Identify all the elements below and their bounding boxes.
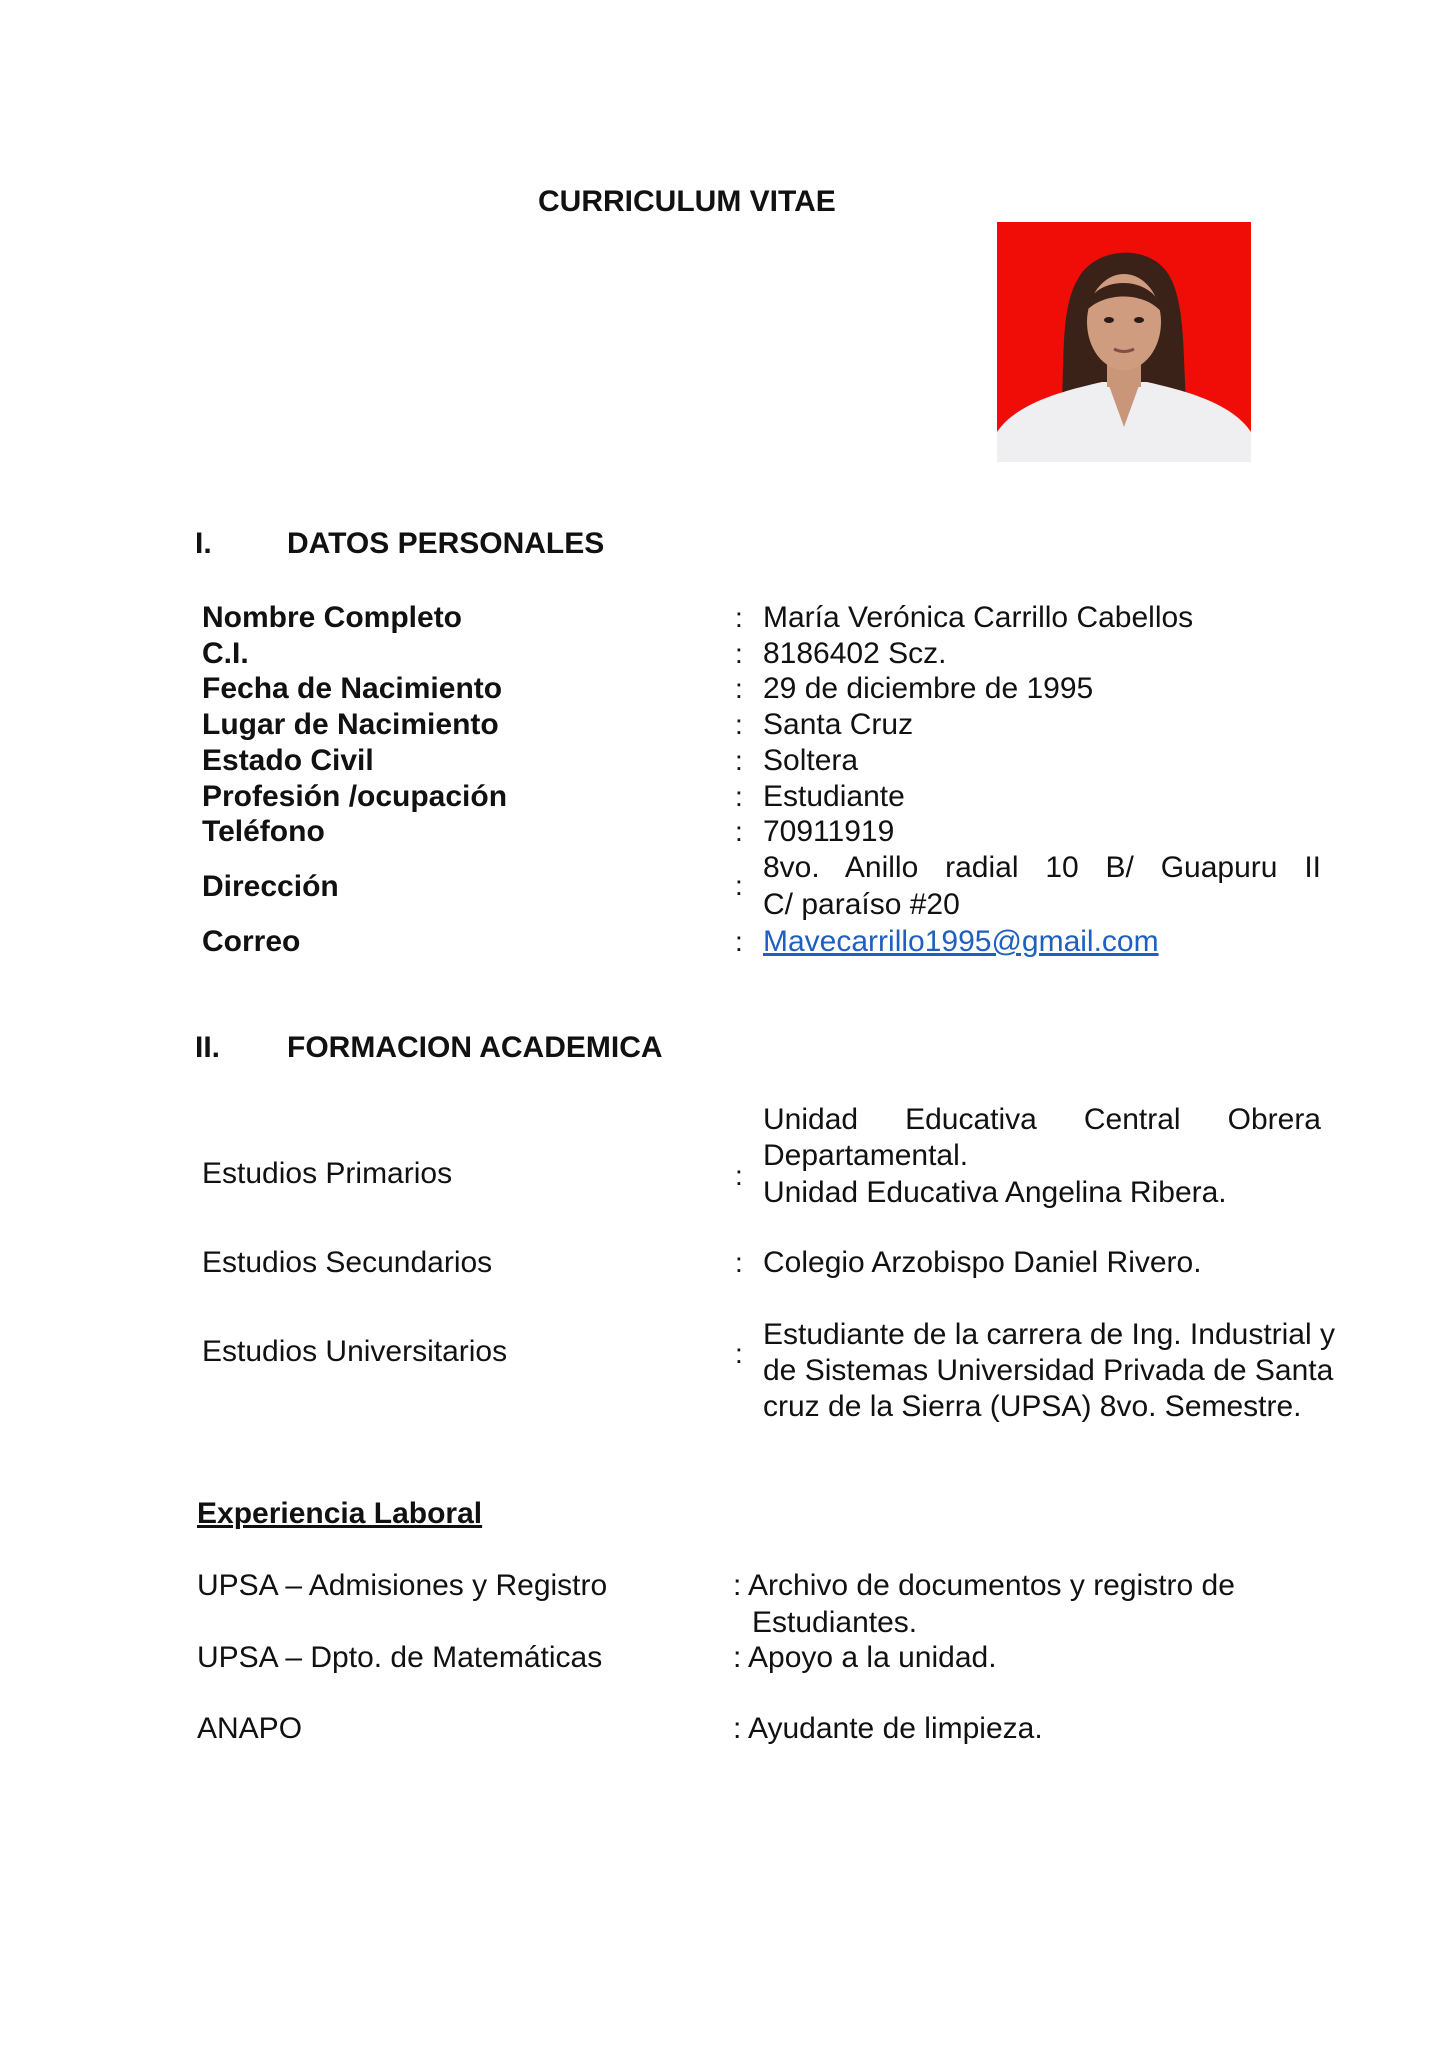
colon: : — [735, 1160, 743, 1191]
label-ci: C.I. — [202, 637, 249, 670]
section-title-personal: DATOS PERSONALES — [287, 527, 605, 560]
value-address-line-2: C/ paraíso #20 — [763, 888, 960, 921]
colon: : — [735, 870, 743, 901]
label-profession: Profesión /ocupación — [202, 780, 508, 813]
document-title: CURRICULUM VITAE — [538, 185, 836, 218]
value-full-name: María Verónica Carrillo Cabellos — [763, 601, 1194, 634]
value-primary-line-1: Unidad Educativa Central Obrera — [763, 1103, 1321, 1136]
label-university-studies: Estudios Universitarios — [202, 1335, 508, 1368]
value-university-line-3: cruz de la Sierra (UPSA) 8vo. Semestre. — [763, 1390, 1302, 1423]
profile-photo — [997, 222, 1251, 462]
label-email: Correo — [202, 925, 301, 958]
value-university-line-2: de Sistemas Universidad Privada de Santa — [763, 1354, 1334, 1387]
label-civil-status: Estado Civil — [202, 744, 374, 777]
colon: : — [735, 602, 743, 633]
value-experience-math: : Apoyo a la unidad. — [733, 1641, 997, 1674]
label-full-name: Nombre Completo — [202, 601, 463, 634]
section-number-personal: I. — [195, 527, 212, 560]
colon: : — [735, 709, 743, 740]
colon: : — [735, 816, 743, 847]
value-phone: 70911919 — [763, 815, 895, 848]
label-birth-date: Fecha de Nacimiento — [202, 672, 503, 705]
value-birth-date: 29 de diciembre de 1995 — [763, 672, 1094, 705]
colon: : — [735, 745, 743, 776]
colon: : — [735, 781, 743, 812]
colon: : — [735, 673, 743, 704]
value-address-line-1: 8vo. Anillo radial 10 B/ Guapuru II — [763, 851, 1321, 884]
label-address: Dirección — [202, 870, 339, 903]
section-title-academic: FORMACION ACADEMICA — [287, 1031, 663, 1064]
value-secondary-studies: Colegio Arzobispo Daniel Rivero. — [763, 1246, 1202, 1279]
colon: : — [735, 926, 743, 957]
label-secondary-studies: Estudios Secundarios — [202, 1246, 493, 1279]
label-experience-admissions: UPSA – Admisiones y Registro — [197, 1569, 608, 1602]
value-experience-anapo: : Ayudante de limpieza. — [733, 1712, 1043, 1745]
value-experience-admissions-line-2: Estudiantes. — [752, 1606, 918, 1639]
value-primary-line-3: Unidad Educativa Angelina Ribera. — [763, 1176, 1227, 1209]
section-number-academic: II. — [195, 1031, 221, 1064]
colon: : — [735, 638, 743, 669]
value-university-line-1: Estudiante de la carrera de Ing. Industrial y — [763, 1318, 1335, 1351]
colon: : — [735, 1338, 743, 1369]
portrait-image — [997, 222, 1251, 462]
value-ci: 8186402 Scz. — [763, 637, 947, 670]
value-profession: Estudiante — [763, 780, 905, 813]
value-civil-status: Soltera — [763, 744, 859, 777]
label-birth-place: Lugar de Nacimiento — [202, 708, 499, 741]
label-phone: Teléfono — [202, 815, 325, 848]
email-link[interactable]: Mavecarrillo1995@gmail.com — [763, 925, 1159, 958]
label-experience-math: UPSA – Dpto. de Matemáticas — [197, 1641, 603, 1674]
label-primary-studies: Estudios Primarios — [202, 1157, 453, 1190]
value-birth-place: Santa Cruz — [763, 708, 914, 741]
experience-heading: Experiencia Laboral — [197, 1497, 483, 1530]
label-experience-anapo: ANAPO — [197, 1712, 303, 1745]
value-primary-line-2: Departamental. — [763, 1139, 969, 1172]
colon: : — [735, 1247, 743, 1278]
value-experience-admissions-line-1: : Archivo de documentos y registro de — [733, 1569, 1235, 1602]
